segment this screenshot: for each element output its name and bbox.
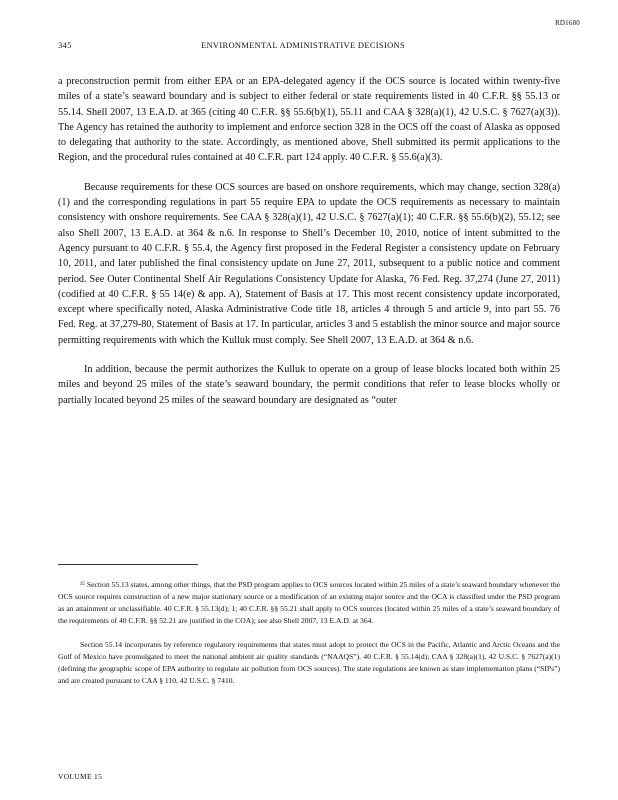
footnote-section-55-14: Section 55.14 incorporates by reference regulatory requirements that states must adopt to protect the OCS in the Pacific, Atlantic and Arctic Oceans and the Gulf of Mexico have promulgated to meet the national ambient air quality standards (“NAAQS”). 40 C.F.R. § 55.14(d); CAA § 328(a)(1), 42 U.S.C. § 7627(a)(1) (defining the geographic scope of EPA authority to regulate air pollution from OCS sources). The state regulations are known as state implementation plans (“SIPs”) and are created pursuant to CAA § 110, 42 U.S.C. § 7410. <box>58 640 560 685</box>
running-header <box>58 40 560 50</box>
page-number: 345 <box>58 40 72 50</box>
running-title: ENVIRONMENTAL ADMINISTRATIVE DECISIONS <box>200 40 405 50</box>
paragraph-consistency-update: Because requirements for these OCS sources are based on onshore requirements, which may change, section 328(a)(1) and the corresponding regulations in part 55 require EPA to update the OCS requirements as necessary to maintain consistency with onshore requirements. See CAA § 328(a)(1), 42 U.S.C. § 7627(a)(1); 40 C.F.R. §§ 55.6(b)(2), 55.12; see also Shell 2007, 13 E.A.D. at 364 & n.6. In response to Shell’s December 10, 2010, notice of intent submitted to the Agency pursuant to 40 C.F.R. § 55.4, the Agency first proposed in the Federal Register a consistency update on February 10, 2011, and later published the final consistency update on June 27, 2011, subsequent to a public notice and comment period. See Outer Continental Shelf Air Regulations Consistency Update for Alaska, 76 Fed. Reg. 37,274 (June 27, 2011) (codified at 40 C.F.R. § 55 14(e) & app. A), Statement of Basis at 17. This most recent consistency update incorporated, except where specifically noted, Alaska Administrative Code title 18, articles 4 through 5 and article 9, into part 55. 76 Fed. Reg. at 37,279-80, Statement of Basis at 17. In particular, articles 3 and 5 establish the minor source and major source permitting requirements with which the Kulluk must comply. See Shell 2007, 13 E.A.D. at 364 & n.6. <box>58 181 560 346</box>
footnotes-section <box>58 564 560 687</box>
body-text <box>58 74 560 408</box>
footnote-divider <box>58 564 198 565</box>
footnote-psd: ¹⁵ Section 55.13 states, among other things, that the PSD program applies to OCS sources located within 25 miles of a state’s seaward boundary whenever the OCS source requires construction of a new major stationary source or a modification of an existing major source and the OCA is classified under the PSD program as an attainment or unclassifiable. 40 C.F.R. § 55.13(d); 1; 40 C.F.R. §§ 55.21 shall apply to OCS sources (located within 25 miles of a state’s seaward boundary of the requirements of 40 C.F.R. §§ 52.21 are justified in the COA); see also Shell 2007, 13 E.A.D. at 364. <box>58 580 560 625</box>
document-number: RD1680 <box>555 19 580 27</box>
paragraph-outer-lease-blocks: In addition, because the permit authorizes the Kulluk to operate on a group of lease blocks located both within 25 miles and beyond 25 miles of the state’s seaward boundary, the permit conditions that refer to lease blocks wholly or partially located beyond 25 miles of the seaward boundary are designated as “outer <box>58 364 560 406</box>
paragraph-continuation: a preconstruction permit from either EPA or an EPA-delegated agency if the OCS source is located within twenty-five miles of a state’s seaward boundary and is subject to either federal or state requirements listed in 40 C.F.R. §§ 55.13 or 55.14. Shell 2007, 13 E.A.D. at 365 (citing 40 C.F.R. §§ 55.6(b)(1), 55.11 and CAA § 328(a)(1), 42 U.S.C. § 7627(a)(3)). The Agency has retained the authority to implement and enforce section 328 in the OCS off the coast of Alaska as opposed to delegating that authority to the state. Accordingly, as mentioned above, Shell submitted its permit applications to the Region, and the procedural rules contained at 40 C.F.R. part 124 apply. 40 C.F.R. § 55.6(a)(3). <box>58 76 560 164</box>
volume-footer: VOLUME 15 <box>58 772 103 781</box>
